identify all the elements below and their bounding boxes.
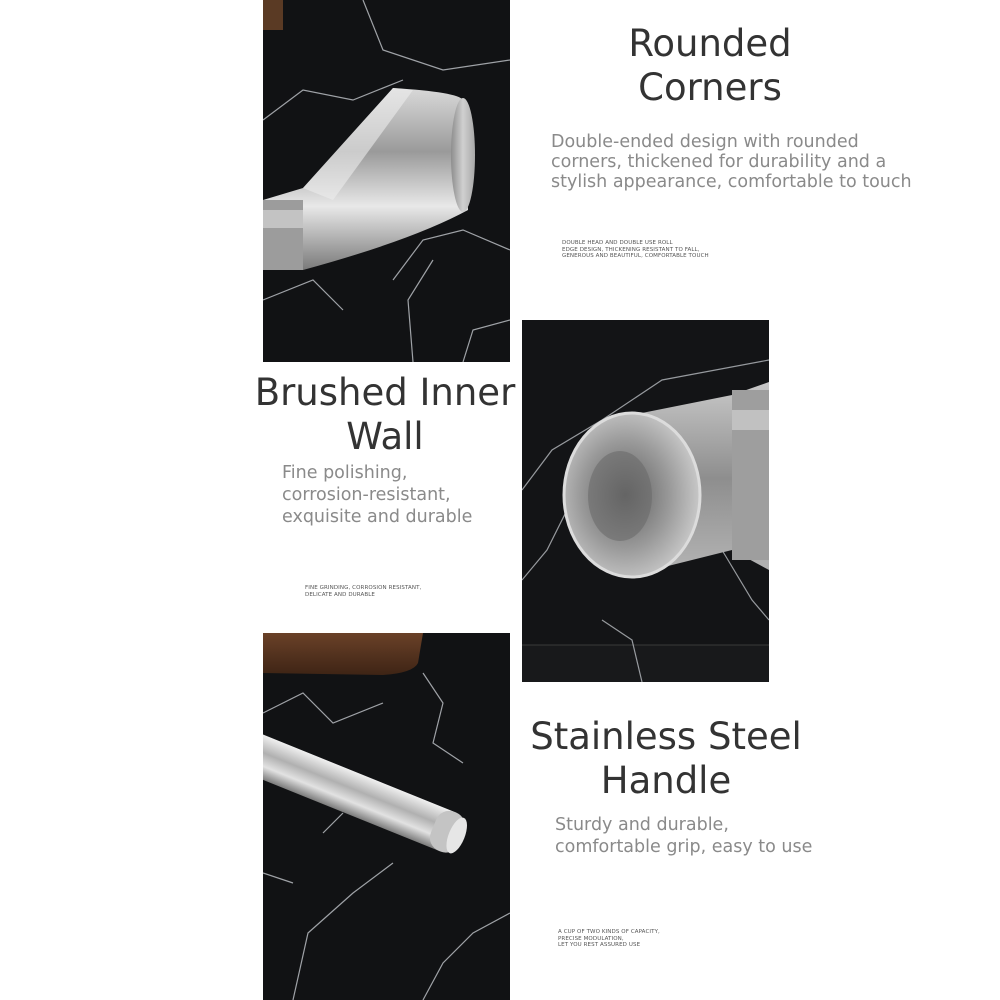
- fine-print-line: A CUP OF TWO KINDS OF CAPACITY,: [558, 929, 660, 935]
- fine-print-line: EDGE DESIGN, THICKENING RESISTANT TO FALL,: [562, 246, 700, 253]
- section-description-stainless-steel-handle: [555, 814, 875, 858]
- fine-print-line: DELICATE AND DURABLE: [305, 591, 375, 598]
- section-title-rounded-corners: [560, 22, 860, 110]
- fine-print-rounded-corners: [562, 240, 762, 260]
- description-line: Sturdy and durable,: [555, 815, 729, 835]
- section-description-rounded-corners: [551, 132, 971, 192]
- description-line: Fine polishing,: [282, 463, 408, 483]
- section-description-brushed-inner-wall: [282, 462, 512, 528]
- title-line: Wall: [346, 415, 424, 458]
- fine-print-line: GENEROUS AND BEAUTIFUL, COMFORTABLE TOUCH: [562, 253, 709, 259]
- fine-print-line: LET YOU REST ASSURED USE: [558, 942, 641, 948]
- fine-print-brushed-inner-wall: [305, 585, 505, 598]
- fine-print-line: PRECISE MODULATION,: [558, 935, 624, 942]
- product-photo-stainless-steel-handle: [263, 633, 510, 1000]
- title-line: Corners: [638, 66, 782, 109]
- title-line: Stainless Steel: [530, 715, 802, 758]
- product-photo-brushed-inner-wall: [522, 320, 769, 682]
- title-line: Brushed Inner: [254, 371, 516, 414]
- description-line: comfortable grip, easy to use: [555, 837, 813, 857]
- section-title-brushed-inner-wall: [235, 371, 535, 459]
- description-line: corners, thickened for durability and a: [551, 152, 887, 172]
- fine-print-stainless-steel-handle: [558, 929, 758, 949]
- description-line: corrosion-resistant,: [282, 485, 451, 505]
- description-line: stylish appearance, comfortable to touch: [551, 172, 912, 192]
- title-line: Handle: [600, 759, 732, 802]
- description-line: exquisite and durable: [282, 507, 473, 527]
- section-title-stainless-steel-handle: [516, 715, 816, 803]
- fine-print-line: FINE GRINDING, CORROSION RESISTANT,: [305, 585, 422, 591]
- fine-print-line: DOUBLE HEAD AND DOUBLE USE ROLL: [562, 240, 673, 246]
- title-line: Rounded: [628, 22, 792, 65]
- product-photo-rounded-corners: [263, 0, 510, 362]
- description-line: Double-ended design with rounded: [551, 132, 859, 152]
